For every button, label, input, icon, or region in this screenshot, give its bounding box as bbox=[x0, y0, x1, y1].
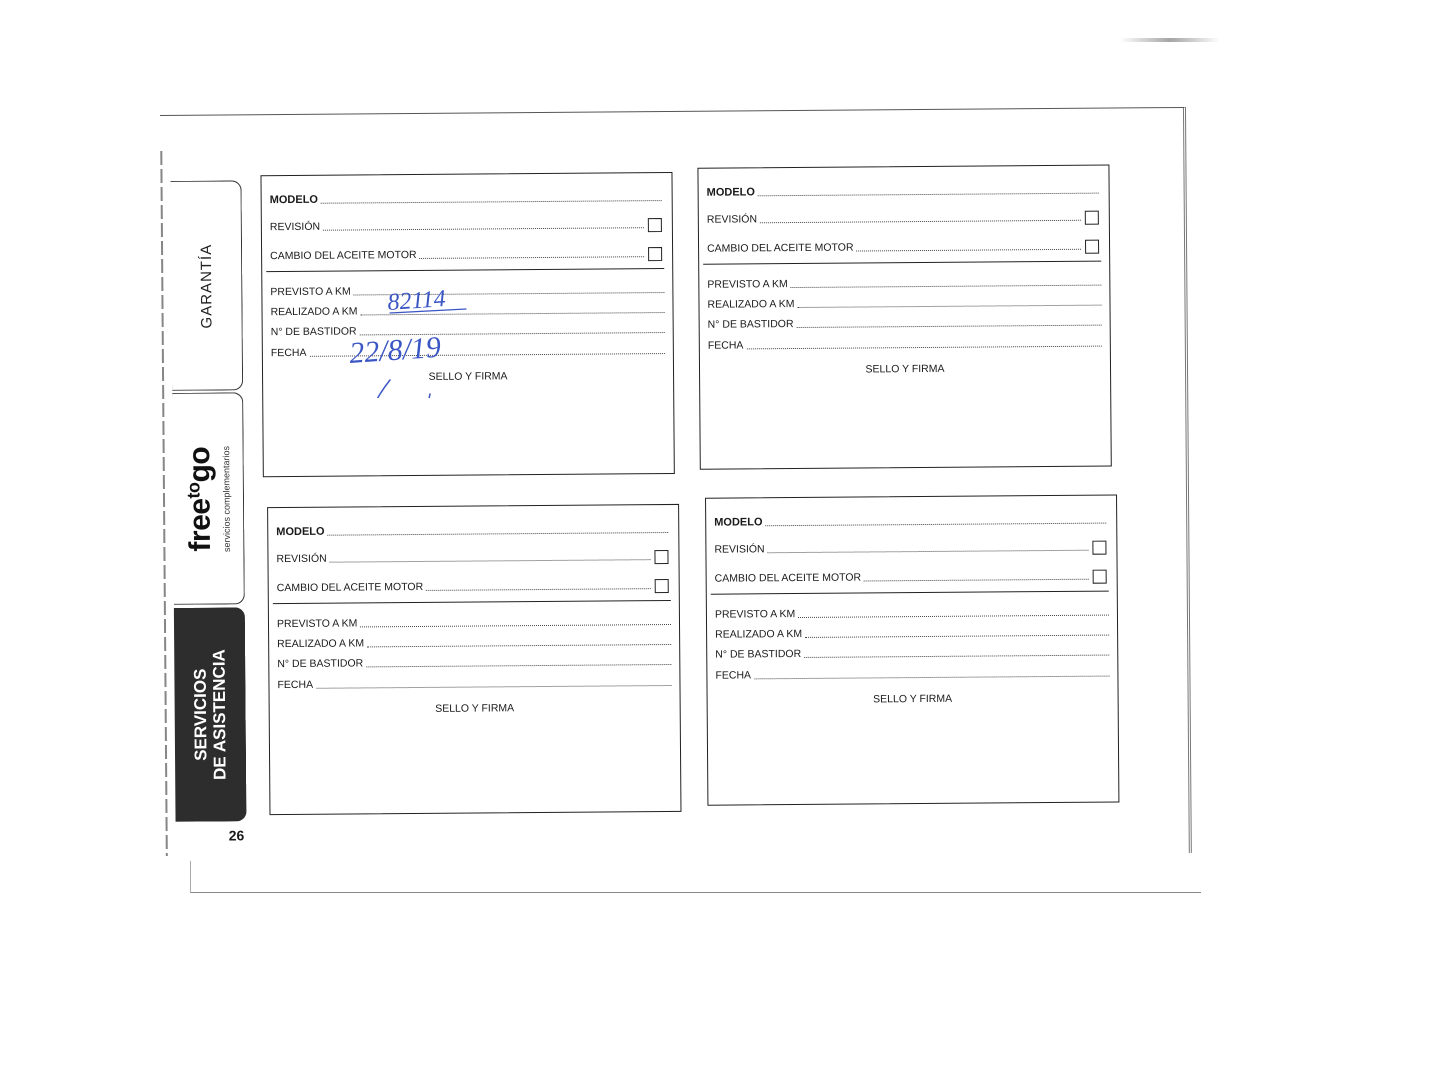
fecha-label: FECHA bbox=[270, 346, 307, 360]
bastidor-label: N° DE BASTIDOR bbox=[715, 647, 802, 661]
realizado-km-row bbox=[715, 626, 1109, 641]
cambio-aceite-label: CAMBIO DEL ACEITE MOTOR bbox=[270, 248, 417, 263]
modelo-row bbox=[276, 523, 668, 538]
service-card-3 bbox=[267, 504, 681, 815]
tab-servicios bbox=[174, 607, 247, 822]
divider bbox=[273, 600, 671, 604]
fecha-label: FECHA bbox=[277, 678, 314, 692]
previsto-km-row bbox=[270, 283, 664, 298]
handwritten-fecha: 22/8/19 bbox=[348, 330, 442, 370]
previsto-km-label: PREVISTO A KM bbox=[270, 285, 351, 299]
service-card-2 bbox=[697, 165, 1111, 470]
modelo-row bbox=[707, 184, 1099, 199]
brand-name: free$^{to}$go bbox=[183, 446, 217, 552]
realizado-km-label: REALIZADO A KM bbox=[277, 637, 365, 651]
cambio-aceite-row bbox=[277, 579, 669, 594]
divider bbox=[711, 591, 1109, 595]
divider bbox=[266, 268, 664, 272]
modelo-label: MODELO bbox=[269, 193, 318, 207]
tab-garantia-label: GARANTÍA bbox=[197, 243, 216, 329]
previsto-km-row bbox=[277, 615, 671, 630]
bastidor-row bbox=[271, 323, 665, 338]
revision-label: REVISIÓN bbox=[714, 543, 765, 556]
sello-firma-label: SELLO Y FIRMA bbox=[428, 370, 508, 383]
sello-firma-label: SELLO Y FIRMA bbox=[873, 692, 953, 706]
previsto-km-row bbox=[707, 276, 1101, 291]
modelo-label: MODELO bbox=[714, 516, 763, 529]
bastidor-label: N° DE BASTIDOR bbox=[270, 325, 357, 339]
previsto-km-row bbox=[715, 606, 1109, 621]
revision-row bbox=[270, 218, 662, 233]
revision-checkbox[interactable] bbox=[1085, 211, 1099, 225]
realizado-km-label: REALIZADO A KM bbox=[715, 627, 803, 641]
cambio-aceite-row bbox=[715, 570, 1107, 585]
realizado-km-row bbox=[277, 635, 671, 650]
modelo-row bbox=[714, 514, 1106, 529]
sello-firma-label: SELLO Y FIRMA bbox=[865, 362, 945, 376]
revision-checkbox[interactable] bbox=[648, 218, 662, 232]
binding-edge bbox=[160, 151, 168, 856]
cambio-aceite-label: CAMBIO DEL ACEITE MOTOR bbox=[707, 241, 854, 255]
sello-firma-label: SELLO Y FIRMA bbox=[435, 702, 515, 715]
bastidor-row bbox=[277, 655, 671, 670]
realizado-km-label: REALIZADO A KM bbox=[707, 298, 795, 311]
bastidor-label: N° DE BASTIDOR bbox=[277, 657, 364, 671]
realizado-km-label: REALIZADO A KM bbox=[270, 305, 358, 319]
tab-brand bbox=[172, 392, 245, 605]
cambio-aceite-label: CAMBIO DEL ACEITE MOTOR bbox=[714, 571, 862, 585]
cambio-aceite-row bbox=[707, 240, 1099, 255]
revision-label: REVISIÓN bbox=[276, 552, 327, 566]
bastidor-row bbox=[715, 646, 1109, 661]
page-number: 26 bbox=[228, 827, 245, 844]
scan-streak bbox=[1120, 38, 1220, 42]
fecha-label: FECHA bbox=[707, 339, 744, 352]
booklet-page bbox=[160, 107, 1192, 861]
revision-row bbox=[707, 211, 1099, 226]
fecha-row bbox=[715, 667, 1109, 682]
revision-checkbox[interactable] bbox=[1092, 541, 1106, 555]
previsto-km-label: PREVISTO A KM bbox=[707, 278, 788, 291]
modelo-label: MODELO bbox=[706, 186, 755, 199]
fecha-row bbox=[277, 676, 671, 691]
tab-garantia bbox=[171, 180, 244, 391]
brand-subtitle: servicios complementarios bbox=[221, 445, 232, 552]
previsto-km-label: PREVISTO A KM bbox=[276, 617, 358, 631]
revision-checkbox[interactable] bbox=[654, 550, 668, 564]
realizado-km-row bbox=[271, 303, 665, 318]
cambio-aceite-checkbox[interactable] bbox=[1085, 240, 1099, 254]
revision-row bbox=[714, 541, 1106, 556]
fecha-row bbox=[271, 344, 665, 359]
service-card-4 bbox=[705, 494, 1119, 805]
fecha-row bbox=[708, 337, 1102, 352]
handwritten-realizado-km: 82114 bbox=[386, 285, 447, 316]
fecha-label: FECHA bbox=[715, 669, 752, 682]
realizado-km-row bbox=[707, 296, 1101, 311]
tab-servicios-label bbox=[190, 649, 229, 780]
revision-label: REVISIÓN bbox=[269, 220, 321, 234]
service-card-1 bbox=[260, 172, 674, 477]
previsto-km-label: PREVISTO A KM bbox=[714, 608, 796, 621]
revision-label: REVISIÓN bbox=[706, 213, 758, 226]
modelo-label: MODELO bbox=[276, 525, 325, 539]
cambio-aceite-checkbox[interactable] bbox=[655, 579, 669, 593]
cambio-aceite-row bbox=[270, 247, 662, 262]
tab-servicios-line2: DE ASISTENCIA bbox=[209, 649, 230, 780]
bastidor-label: N° DE BASTIDOR bbox=[707, 318, 794, 331]
cambio-aceite-label: CAMBIO DEL ACEITE MOTOR bbox=[276, 580, 424, 595]
revision-row bbox=[276, 550, 668, 565]
brand-logo bbox=[184, 445, 232, 551]
cambio-aceite-checkbox[interactable] bbox=[648, 247, 662, 261]
bastidor-row bbox=[708, 316, 1102, 331]
modelo-row bbox=[270, 191, 662, 206]
cambio-aceite-checkbox[interactable] bbox=[1093, 570, 1107, 584]
tab-servicios-line1: SERVICIOS bbox=[190, 668, 211, 761]
divider bbox=[703, 261, 1101, 265]
